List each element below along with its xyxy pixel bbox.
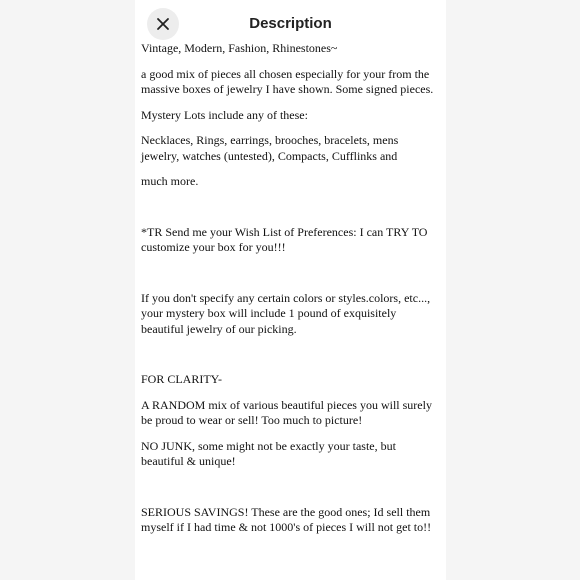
page-title: Description — [249, 15, 332, 32]
description-paragraph: Mystery Lots include any of these: — [141, 107, 308, 122]
description-paragraph: If you don't specify any certain colors or styles.colors, etc..., your mystery box will include 1 pound of exquisitely beautiful jewelry of our picking. — [141, 290, 431, 336]
description-body — [135, 41, 446, 536]
description-paragraph: Vintage, Modern, Fashion, Rhinestones~ — [141, 41, 338, 55]
description-paragraph: FOR CLARITY- — [141, 372, 223, 386]
description-paragraph: NO JUNK, some might not be exactly your taste, but beautiful & unique! — [141, 438, 396, 468]
description-paragraph: Necklaces, Rings, earrings, brooches, bracelets, mens jewelry, watches (untested), Compacts, Cufflinks and — [141, 133, 399, 163]
description-paragraph: A RANDOM mix of various beautiful pieces you will surely be proud to wear or sell! Too much to picture! — [141, 397, 432, 427]
description-panel — [135, 0, 446, 580]
description-paragraph: SERIOUS SAVINGS! These are the good ones; Id sell them myself if I had time & not 1000's of pieces I will not get to!! — [141, 504, 432, 534]
header — [135, 0, 446, 44]
description-paragraph: *TR Send me your Wish List of Preferences: I can TRY TO customize your box for you!!! — [141, 224, 428, 254]
description-paragraph: a good mix of pieces all chosen especially for your from the massive boxes of jewelry I have shown. Some signed pieces. — [141, 66, 434, 96]
description-paragraph: much more. — [141, 174, 199, 188]
